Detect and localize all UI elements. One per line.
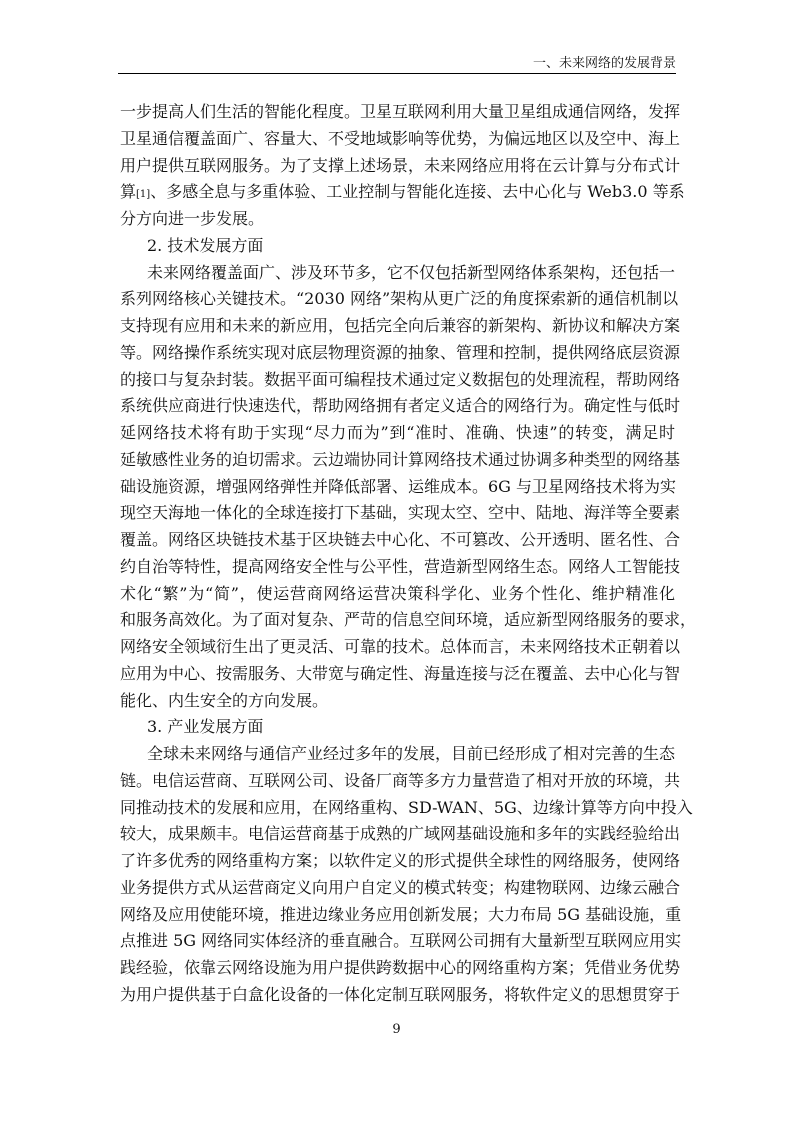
text-line: 用户提供互联网服务。为了支撑上述场景，未来网络应用将在云计算与分布式计 xyxy=(120,155,681,175)
text-line: 点推进 5G 网络同实体经济的垂直融合。互联网公司拥有大量新型互联网应用实 xyxy=(120,931,682,951)
text-line: 未来网络覆盖面广、涉及环节多，它不仅包括新型网络体系架构，还包括一 xyxy=(147,262,676,282)
text-line: 应用为中心、按需服务、大带宽与确定性、海量连接与泛在覆盖、去中心化与智 xyxy=(120,663,681,683)
text-line: 等。网络操作系统实现对底层物理资源的抽象、管理和控制，提供网络底层资源 xyxy=(120,342,681,362)
header-rule xyxy=(118,73,676,74)
text-line: 础设施资源，增强网络弹性并降低部署、运维成本。6G 与卫星网络技术将为实 xyxy=(120,476,677,496)
text-line: 链。电信运营商、互联网公司、设备厂商等多方力量营造了相对开放的环境，共 xyxy=(120,770,681,790)
text-line: 的接口与复杂封装。数据平面可编程技术通过定义数据包的处理流程，帮助网络 xyxy=(120,369,681,389)
section-heading xyxy=(120,233,675,260)
paragraph xyxy=(120,99,685,233)
text-line: 约自治等特性，提高网络安全性与公平性，营造新型网络生态。网络人工智能技 xyxy=(120,556,681,576)
text-line: 一步提高人们生活的智能化程度。卫星互联网利用大量卫星组成通信网络，发挥 xyxy=(120,102,681,121)
running-header: 一、未来网络的发展背景 xyxy=(532,56,676,71)
text-line: 分方向进一步发展。 xyxy=(120,209,265,228)
text-line: 同推动技术的发展和应用，在网络重构、SD-WAN、5G、边缘计算等方向中投入 xyxy=(120,797,693,817)
text-line: 卫星通信覆盖面广、容量大、不受地域影响等优势，为偏远地区以及空中、海上 xyxy=(120,128,681,148)
text-line: 系列网络核心关键技术。“2030 网络”架构从更广泛的角度探索新的通信机制以 xyxy=(120,289,679,309)
heading-text: 2. 技术发展方面 xyxy=(147,235,264,255)
text-line: 了许多优秀的网络重构方案；以软件定义的形式提供全球性的网络服务，使网络 xyxy=(120,851,681,870)
paragraph xyxy=(120,741,693,1009)
text-line: 较大，成果颇丰。电信运营商基于成熟的广域网基础设施和多年的实践经验给出 xyxy=(120,824,681,844)
citation-ref[interactable]: [1] xyxy=(136,189,151,201)
text-line: 网络安全领域衍生出了更灵活、可靠的技术。总体而言，未来网络技术正朝着以 xyxy=(120,637,681,656)
text-line: 延网络技术将有助于实现“尽力而为”到“准时、准确、快速”的转变，满足时 xyxy=(120,423,675,442)
text-line: 延敏感性业务的迫切需求。云边端协同计算网络技术通过协调多种类型的网络基 xyxy=(120,449,681,469)
text-line: 网络及应用使能环境，推进边缘业务应用创新发展；大力布局 5G 基础设施，重 xyxy=(120,904,682,924)
text-line: 支持现有应用和未来的新应用，包括完全向后兼容的新架构、新协议和解决方案 xyxy=(120,316,681,335)
text-line: 术化“繁”为“简”，使运营商网络运营决策科学化、业务个性化、维护精准化 xyxy=(120,583,675,603)
text-line: 践经验，依靠云网络设施为用户提供跨数据中心的网络重构方案；凭借业务优势 xyxy=(120,958,681,977)
paragraph xyxy=(120,260,697,715)
text-line: 现空天海地一体化的全球连接打下基础，实现太空、空中、陆地、海洋等全要素 xyxy=(120,503,681,523)
section-heading xyxy=(120,714,675,741)
text-line: 全球未来网络与通信产业经过多年的发展，目前已经形成了相对完善的生态 xyxy=(147,744,676,763)
text-line: 算[1]、多感全息与多重体验、工业控制与智能化连接、去中心化与 Web3.0 等系 xyxy=(120,182,685,202)
text-line: 覆盖。网络区块链技术基于区块链去中心化、不可篡改、公开透明、匿名性、合 xyxy=(120,530,681,549)
text-line: 能化、内生安全的方向发展。 xyxy=(120,690,329,710)
text-line: 和服务高效化。为了面对复杂、严苛的信息空间环境，适应新型网络服务的要求， xyxy=(120,610,697,630)
heading-text: 3. 产业发展方面 xyxy=(147,717,264,737)
body-text xyxy=(120,99,697,1009)
text-line: 业务提供方式从运营商定义向用户自定义的模式转变；构建物联网、边缘云融合 xyxy=(120,877,681,897)
text-line: 系统供应商进行快速迭代，帮助网络拥有者定义适合的网络行为。确定性与低时 xyxy=(120,396,681,416)
text-line: 为用户提供基于白盒化设备的一体化定制互联网服务，将软件定义的思想贯穿于 xyxy=(120,984,681,1004)
page-number: 9 xyxy=(392,1022,401,1037)
